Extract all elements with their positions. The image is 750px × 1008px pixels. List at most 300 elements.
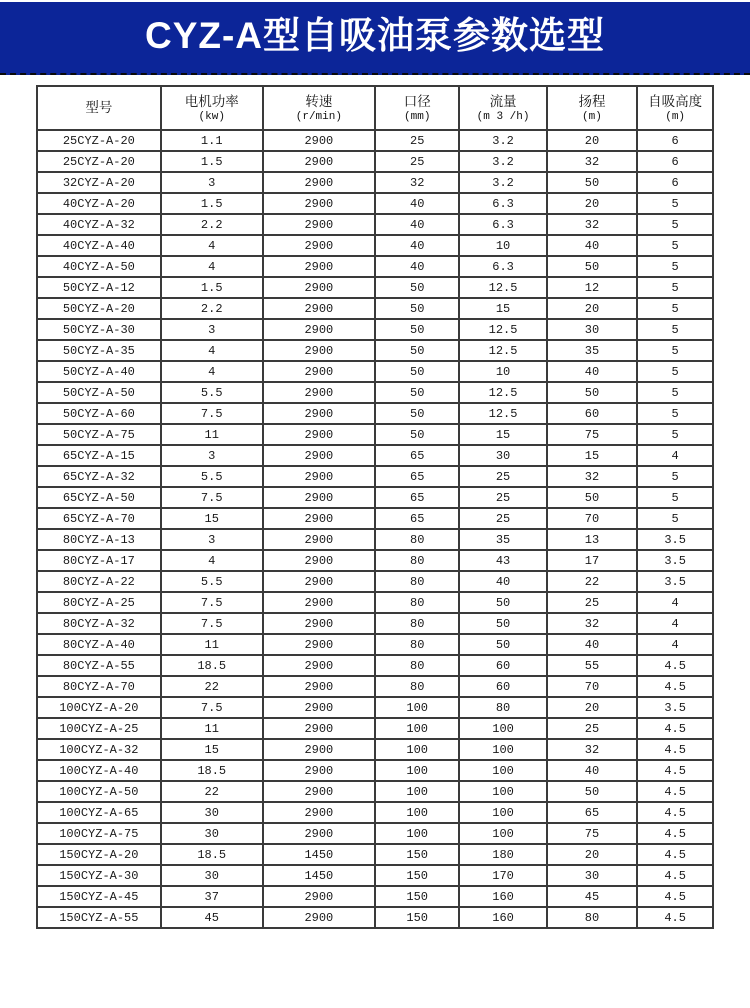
table-cell: 5	[637, 235, 713, 256]
table-cell: 15	[161, 508, 263, 529]
table-cell: 15	[161, 739, 263, 760]
table-cell: 80	[375, 571, 460, 592]
table-cell: 4	[161, 550, 263, 571]
table-cell: 20	[547, 298, 638, 319]
table-row	[37, 361, 713, 382]
table-cell: 100	[459, 739, 546, 760]
table-cell: 170	[459, 865, 546, 886]
table-cell: 12.5	[459, 319, 546, 340]
table-cell: 25CYZ-A-20	[37, 151, 161, 172]
table-cell: 5	[637, 403, 713, 424]
spec-table-head	[37, 86, 713, 130]
table-cell: 5	[637, 214, 713, 235]
table-cell: 2900	[263, 151, 375, 172]
table-cell: 150	[375, 886, 460, 907]
table-cell: 65	[375, 445, 460, 466]
column-label: 型号	[85, 100, 113, 116]
table-cell: 50	[547, 487, 638, 508]
table-cell: 32CYZ-A-20	[37, 172, 161, 193]
table-cell: 2900	[263, 907, 375, 928]
table-cell: 1.1	[161, 130, 263, 151]
table-cell: 6	[637, 151, 713, 172]
table-cell: 50CYZ-A-20	[37, 298, 161, 319]
table-row	[37, 550, 713, 571]
table-cell: 40CYZ-A-32	[37, 214, 161, 235]
table-cell: 150CYZ-A-55	[37, 907, 161, 928]
table-cell: 100CYZ-A-25	[37, 718, 161, 739]
table-row	[37, 865, 713, 886]
column-label: 流量	[489, 93, 517, 109]
table-cell: 3.2	[459, 151, 546, 172]
column-header-5	[459, 86, 546, 130]
table-cell: 5	[637, 424, 713, 445]
table-cell: 80	[375, 592, 460, 613]
table-cell: 75	[547, 823, 638, 844]
table-cell: 50	[547, 781, 638, 802]
table-cell: 100	[459, 802, 546, 823]
table-cell: 10	[459, 361, 546, 382]
title-banner	[0, 2, 750, 75]
column-unit: (m 3 /h)	[476, 111, 530, 124]
table-row	[37, 697, 713, 718]
table-cell: 32	[547, 151, 638, 172]
table-cell: 4	[161, 235, 263, 256]
table-cell: 32	[375, 172, 460, 193]
table-cell: 55	[547, 655, 638, 676]
table-cell: 80	[375, 655, 460, 676]
table-cell: 50	[375, 403, 460, 424]
table-cell: 30	[161, 823, 263, 844]
column-unit: (m)	[582, 111, 602, 124]
table-cell: 100CYZ-A-65	[37, 802, 161, 823]
spec-table-body	[37, 130, 713, 928]
table-cell: 12.5	[459, 382, 546, 403]
table-cell: 5	[637, 277, 713, 298]
table-cell: 3	[161, 172, 263, 193]
table-row	[37, 718, 713, 739]
table-cell: 4.5	[637, 844, 713, 865]
table-cell: 2900	[263, 256, 375, 277]
table-cell: 2900	[263, 634, 375, 655]
table-cell: 65CYZ-A-70	[37, 508, 161, 529]
table-row	[37, 235, 713, 256]
table-cell: 100	[375, 718, 460, 739]
table-cell: 2900	[263, 886, 375, 907]
table-cell: 2900	[263, 508, 375, 529]
table-cell: 1.5	[161, 151, 263, 172]
table-cell: 40	[547, 760, 638, 781]
table-cell: 25	[375, 151, 460, 172]
table-cell: 13	[547, 529, 638, 550]
table-cell: 2900	[263, 718, 375, 739]
table-cell: 50CYZ-A-12	[37, 277, 161, 298]
table-cell: 45	[161, 907, 263, 928]
table-cell: 22	[161, 781, 263, 802]
column-label: 口径	[403, 93, 431, 109]
table-cell: 2900	[263, 130, 375, 151]
table-row	[37, 340, 713, 361]
table-cell: 50CYZ-A-35	[37, 340, 161, 361]
table-cell: 32	[547, 739, 638, 760]
table-cell: 75	[547, 424, 638, 445]
table-cell: 160	[459, 907, 546, 928]
column-header-3	[263, 86, 375, 130]
table-cell: 80	[547, 907, 638, 928]
table-cell: 2900	[263, 424, 375, 445]
table-cell: 50CYZ-A-75	[37, 424, 161, 445]
table-cell: 2900	[263, 676, 375, 697]
table-cell: 25	[547, 718, 638, 739]
table-cell: 2900	[263, 382, 375, 403]
table-cell: 6.3	[459, 193, 546, 214]
table-cell: 30	[161, 802, 263, 823]
column-unit: (m)	[665, 111, 686, 124]
table-cell: 4.5	[637, 781, 713, 802]
table-cell: 4	[637, 592, 713, 613]
table-row	[37, 613, 713, 634]
table-cell: 20	[547, 193, 638, 214]
table-cell: 2900	[263, 340, 375, 361]
table-cell: 5.5	[161, 466, 263, 487]
table-cell: 50CYZ-A-40	[37, 361, 161, 382]
table-cell: 1.5	[161, 193, 263, 214]
table-cell: 4.5	[637, 802, 713, 823]
table-row	[37, 277, 713, 298]
table-cell: 25	[547, 592, 638, 613]
table-cell: 30	[547, 319, 638, 340]
table-row	[37, 508, 713, 529]
table-cell: 2900	[263, 550, 375, 571]
table-cell: 4.5	[637, 907, 713, 928]
table-cell: 25	[459, 466, 546, 487]
table-row	[37, 676, 713, 697]
table-cell: 2900	[263, 403, 375, 424]
table-cell: 2900	[263, 487, 375, 508]
table-cell: 5	[637, 487, 713, 508]
table-cell: 11	[161, 634, 263, 655]
table-cell: 20	[547, 130, 638, 151]
table-cell: 80	[375, 613, 460, 634]
table-cell: 2900	[263, 466, 375, 487]
table-cell: 18.5	[161, 844, 263, 865]
table-cell: 7.5	[161, 592, 263, 613]
table-cell: 15	[547, 445, 638, 466]
table-cell: 80CYZ-A-13	[37, 529, 161, 550]
table-row	[37, 907, 713, 928]
table-cell: 100CYZ-A-20	[37, 697, 161, 718]
table-cell: 4.5	[637, 718, 713, 739]
table-cell: 18.5	[161, 655, 263, 676]
table-cell: 2900	[263, 592, 375, 613]
table-cell: 1.5	[161, 277, 263, 298]
table-cell: 50CYZ-A-30	[37, 319, 161, 340]
table-cell: 4.5	[637, 823, 713, 844]
table-cell: 50	[375, 382, 460, 403]
table-cell: 5	[637, 298, 713, 319]
table-cell: 50	[375, 340, 460, 361]
table-cell: 2900	[263, 172, 375, 193]
table-row	[37, 844, 713, 865]
table-cell: 80CYZ-A-55	[37, 655, 161, 676]
table-cell: 43	[459, 550, 546, 571]
table-cell: 12.5	[459, 277, 546, 298]
table-cell: 5	[637, 340, 713, 361]
table-cell: 70	[547, 676, 638, 697]
table-cell: 7.5	[161, 403, 263, 424]
table-cell: 3	[161, 319, 263, 340]
table-cell: 80CYZ-A-40	[37, 634, 161, 655]
table-cell: 2900	[263, 529, 375, 550]
table-row	[37, 634, 713, 655]
table-cell: 150CYZ-A-20	[37, 844, 161, 865]
table-cell: 2.2	[161, 298, 263, 319]
column-label: 扬程	[578, 93, 606, 109]
table-cell: 100	[375, 802, 460, 823]
table-cell: 5	[637, 256, 713, 277]
table-cell: 25	[459, 508, 546, 529]
table-cell: 12	[547, 277, 638, 298]
table-cell: 5.5	[161, 571, 263, 592]
table-cell: 80CYZ-A-25	[37, 592, 161, 613]
table-cell: 4	[161, 361, 263, 382]
table-cell: 18.5	[161, 760, 263, 781]
table-row	[37, 781, 713, 802]
table-cell: 5	[637, 508, 713, 529]
table-cell: 7.5	[161, 487, 263, 508]
table-cell: 6	[637, 172, 713, 193]
table-cell: 30	[547, 865, 638, 886]
table-cell: 3.2	[459, 172, 546, 193]
table-cell: 80	[375, 529, 460, 550]
table-row	[37, 298, 713, 319]
table-cell: 100	[459, 718, 546, 739]
table-row	[37, 319, 713, 340]
table-cell: 100	[459, 760, 546, 781]
table-cell: 100CYZ-A-75	[37, 823, 161, 844]
table-cell: 65CYZ-A-15	[37, 445, 161, 466]
table-cell: 2900	[263, 214, 375, 235]
table-cell: 11	[161, 718, 263, 739]
table-cell: 11	[161, 424, 263, 445]
table-cell: 100	[375, 781, 460, 802]
table-cell: 4	[637, 613, 713, 634]
table-cell: 3	[161, 445, 263, 466]
table-cell: 3.5	[637, 697, 713, 718]
column-unit: (r/min)	[295, 111, 342, 124]
table-cell: 100	[459, 823, 546, 844]
table-cell: 50	[375, 361, 460, 382]
table-cell: 40	[547, 235, 638, 256]
table-cell: 45	[547, 886, 638, 907]
table-cell: 4.5	[637, 739, 713, 760]
table-cell: 4	[637, 634, 713, 655]
table-cell: 12.5	[459, 403, 546, 424]
table-cell: 4	[161, 256, 263, 277]
table-cell: 6.3	[459, 214, 546, 235]
table-cell: 4	[161, 340, 263, 361]
table-cell: 100	[375, 823, 460, 844]
table-cell: 2900	[263, 277, 375, 298]
table-cell: 4.5	[637, 655, 713, 676]
table-cell: 30	[459, 445, 546, 466]
table-cell: 40CYZ-A-20	[37, 193, 161, 214]
table-cell: 50	[375, 298, 460, 319]
table-cell: 65	[547, 802, 638, 823]
table-cell: 80CYZ-A-70	[37, 676, 161, 697]
table-cell: 100	[375, 697, 460, 718]
table-row	[37, 193, 713, 214]
table-cell: 2900	[263, 802, 375, 823]
table-cell: 50	[547, 382, 638, 403]
table-row	[37, 886, 713, 907]
table-cell: 5.5	[161, 382, 263, 403]
table-cell: 5	[637, 193, 713, 214]
table-cell: 5	[637, 319, 713, 340]
table-cell: 6.3	[459, 256, 546, 277]
table-cell: 2900	[263, 697, 375, 718]
table-cell: 2900	[263, 739, 375, 760]
column-label: 自吸高度	[648, 93, 703, 109]
table-cell: 50	[547, 256, 638, 277]
table-cell: 4.5	[637, 886, 713, 907]
table-cell: 100CYZ-A-50	[37, 781, 161, 802]
table-cell: 4.5	[637, 676, 713, 697]
table-cell: 150	[375, 907, 460, 928]
table-row	[37, 802, 713, 823]
table-row	[37, 823, 713, 844]
table-cell: 35	[459, 529, 546, 550]
table-cell: 22	[161, 676, 263, 697]
table-cell: 50	[547, 172, 638, 193]
table-cell: 7.5	[161, 697, 263, 718]
table-cell: 20	[547, 844, 638, 865]
table-cell: 4	[637, 445, 713, 466]
table-row	[37, 403, 713, 424]
table-cell: 60	[547, 403, 638, 424]
table-row	[37, 571, 713, 592]
table-cell: 25CYZ-A-20	[37, 130, 161, 151]
table-cell: 100	[375, 739, 460, 760]
table-row	[37, 466, 713, 487]
table-cell: 3.5	[637, 571, 713, 592]
table-cell: 40	[375, 214, 460, 235]
pump-spec-table	[36, 85, 714, 929]
table-row	[37, 151, 713, 172]
column-unit: (mm)	[404, 111, 431, 124]
table-cell: 2900	[263, 823, 375, 844]
table-cell: 2900	[263, 781, 375, 802]
table-cell: 17	[547, 550, 638, 571]
column-header-7	[637, 86, 713, 130]
table-row	[37, 256, 713, 277]
table-cell: 2900	[263, 319, 375, 340]
table-cell: 35	[547, 340, 638, 361]
table-cell: 25	[459, 487, 546, 508]
table-cell: 12.5	[459, 340, 546, 361]
table-cell: 10	[459, 235, 546, 256]
table-cell: 40	[375, 193, 460, 214]
table-cell: 2900	[263, 193, 375, 214]
table-cell: 25	[375, 130, 460, 151]
table-cell: 150CYZ-A-45	[37, 886, 161, 907]
table-cell: 80CYZ-A-22	[37, 571, 161, 592]
table-cell: 100CYZ-A-32	[37, 739, 161, 760]
table-cell: 60	[459, 655, 546, 676]
table-cell: 180	[459, 844, 546, 865]
column-header-6	[547, 86, 638, 130]
table-cell: 2.2	[161, 214, 263, 235]
table-cell: 100	[375, 760, 460, 781]
table-cell: 80CYZ-A-17	[37, 550, 161, 571]
table-row	[37, 760, 713, 781]
table-cell: 2900	[263, 655, 375, 676]
table-cell: 37	[161, 886, 263, 907]
table-cell: 2900	[263, 445, 375, 466]
table-cell: 40	[547, 634, 638, 655]
spec-table-container	[36, 85, 714, 929]
table-cell: 1450	[263, 865, 375, 886]
table-cell: 160	[459, 886, 546, 907]
table-cell: 80CYZ-A-32	[37, 613, 161, 634]
table-cell: 20	[547, 697, 638, 718]
table-cell: 40	[459, 571, 546, 592]
table-cell: 2900	[263, 571, 375, 592]
table-cell: 4.5	[637, 760, 713, 781]
table-cell: 15	[459, 424, 546, 445]
column-header-4	[375, 86, 460, 130]
table-cell: 5	[637, 382, 713, 403]
table-cell: 65	[375, 487, 460, 508]
table-cell: 22	[547, 571, 638, 592]
table-cell: 2900	[263, 760, 375, 781]
column-label: 转速	[305, 93, 333, 109]
table-row	[37, 529, 713, 550]
table-cell: 40	[547, 361, 638, 382]
table-cell: 7.5	[161, 613, 263, 634]
table-cell: 3	[161, 529, 263, 550]
column-unit: (kw)	[198, 111, 225, 124]
table-cell: 65CYZ-A-32	[37, 466, 161, 487]
table-row	[37, 655, 713, 676]
table-cell: 50	[459, 592, 546, 613]
table-cell: 100	[459, 781, 546, 802]
table-cell: 2900	[263, 361, 375, 382]
table-cell: 3.5	[637, 550, 713, 571]
table-cell: 2900	[263, 235, 375, 256]
table-cell: 150	[375, 865, 460, 886]
table-row	[37, 172, 713, 193]
table-row	[37, 445, 713, 466]
table-cell: 40CYZ-A-40	[37, 235, 161, 256]
table-cell: 65	[375, 466, 460, 487]
table-cell: 65CYZ-A-50	[37, 487, 161, 508]
table-cell: 60	[459, 676, 546, 697]
column-header-2	[161, 86, 263, 130]
table-row	[37, 214, 713, 235]
table-row	[37, 487, 713, 508]
table-row	[37, 424, 713, 445]
table-cell: 50CYZ-A-50	[37, 382, 161, 403]
table-row	[37, 739, 713, 760]
column-header-1	[37, 86, 161, 130]
page-title: CYZ-A型自吸油泵参数选型	[144, 15, 606, 56]
table-row	[37, 382, 713, 403]
table-cell: 80	[375, 676, 460, 697]
table-cell: 32	[547, 214, 638, 235]
table-cell: 2900	[263, 298, 375, 319]
table-cell: 15	[459, 298, 546, 319]
column-label: 电机功率	[184, 93, 239, 109]
